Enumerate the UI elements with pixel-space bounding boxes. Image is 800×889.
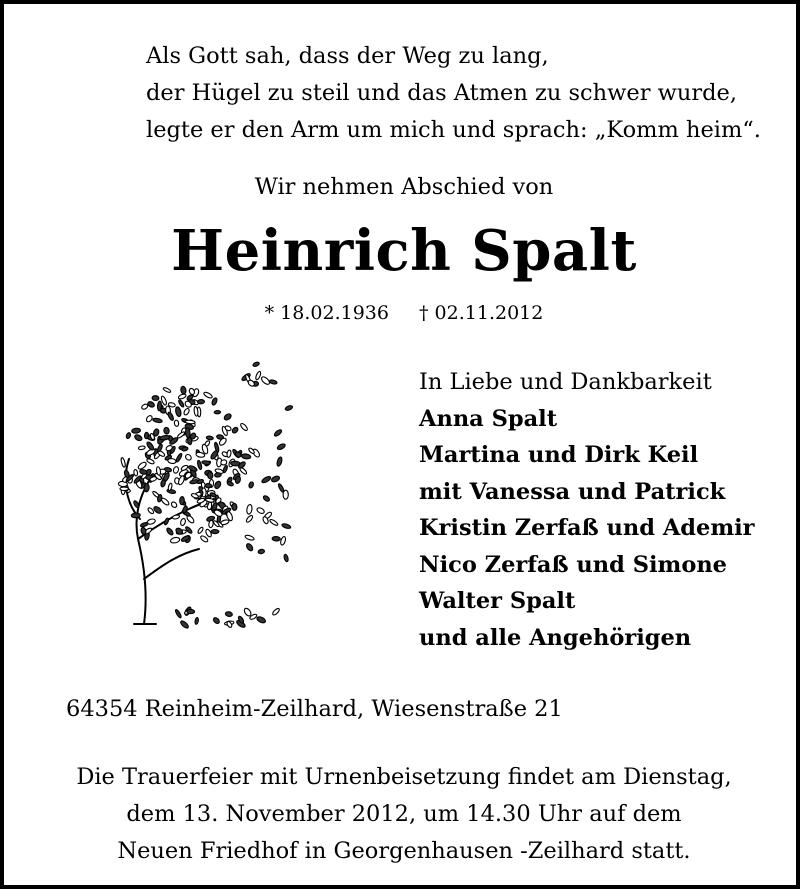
leaf (273, 429, 282, 438)
farewell-text: Wir nehmen Abschied von (254, 174, 554, 200)
leaf (153, 505, 163, 514)
leaf (140, 527, 146, 535)
leaf (144, 483, 150, 492)
leaf (180, 518, 187, 526)
leaf (203, 391, 213, 399)
leaf (207, 471, 213, 479)
leaf (285, 405, 294, 411)
leaf (144, 432, 148, 439)
leaf (146, 458, 155, 465)
leaf (188, 388, 195, 396)
service-line: Neuen Friedhof in Georgenhausen -Zeilhard statt. (117, 838, 691, 864)
leaf (269, 518, 279, 526)
service-line: Die Trauerfeier mit Urnenbeisetzung findet am Dienstag, (76, 764, 732, 790)
family-address: 64354 Reinheim-Zeilhard, Wiesenstraße 21 (66, 696, 563, 722)
poem-line: Als Gott sah, dass der Weg zu lang, (146, 43, 549, 69)
deceased-name: Heinrich Spalt (171, 218, 637, 284)
leaf (256, 507, 265, 515)
leaf (173, 466, 180, 474)
mourner-name: Anna Spalt (419, 405, 558, 432)
leaf (134, 434, 143, 442)
leaf (170, 537, 180, 544)
leaf (258, 549, 265, 554)
leaf (175, 406, 182, 417)
leaf (146, 441, 155, 451)
poem-line: der Hügel zu steil und das Atmen zu schwer wurde, (146, 80, 737, 106)
leaf (283, 490, 288, 499)
leaf (197, 399, 204, 403)
poem-line: legte er den Arm um mich und sprach: „Komm heim“. (146, 117, 761, 143)
mourners-block (419, 364, 755, 656)
leaf (246, 504, 252, 514)
leaf (120, 487, 129, 491)
leaf (172, 514, 180, 519)
leaf (185, 420, 195, 424)
leaf (212, 617, 220, 625)
service-details (4, 759, 800, 870)
leaf (245, 514, 253, 523)
leaf (214, 480, 222, 489)
leaf (206, 436, 213, 441)
leaf (152, 418, 162, 424)
death-date: † 02.11.2012 (419, 302, 544, 324)
leaf (166, 527, 174, 536)
leaf (120, 457, 126, 467)
leaf (126, 432, 132, 439)
leaf (252, 361, 259, 367)
leaf (164, 518, 170, 526)
leaf (248, 481, 254, 488)
leaf (163, 387, 172, 394)
leaf (145, 415, 153, 423)
leaf (245, 534, 255, 541)
service-line: dem 13. November 2012, um 14.30 Uhr auf dem (126, 801, 682, 827)
leaf (141, 403, 149, 410)
leaf (245, 543, 254, 552)
leaf (211, 397, 218, 406)
leaf (185, 428, 190, 438)
leaf (157, 401, 161, 411)
leaf (179, 496, 184, 504)
mourner-name: mit Vanessa und Patrick (419, 478, 726, 505)
leaf (188, 465, 198, 473)
leaf (231, 426, 239, 434)
leaf (180, 386, 186, 395)
leaf (222, 465, 228, 473)
leaf (283, 554, 289, 562)
leaf (163, 427, 169, 434)
wind-blown-tree-icon (104, 349, 294, 639)
leaf (269, 379, 277, 384)
leaf (187, 609, 195, 614)
leaf (276, 443, 286, 451)
leaf (205, 483, 212, 487)
mourners-intro: In Liebe und Dankbarkeit (419, 369, 712, 395)
leaf (214, 473, 221, 478)
mourner-name: Walter Spalt (419, 588, 576, 614)
leaf (248, 447, 255, 454)
leaf (152, 395, 159, 400)
leaf (272, 536, 280, 541)
mourner-name: Kristin Zerfaß und Ademir (419, 515, 755, 541)
leaf (211, 530, 219, 534)
leaf (255, 371, 262, 381)
leaf (232, 503, 238, 510)
leaf (170, 501, 177, 509)
leaf (261, 475, 272, 484)
mourner-name: Martina und Dirk Keil (419, 442, 699, 468)
leaf (175, 609, 183, 619)
mourner-name: und alle Angehörigen (419, 624, 692, 651)
leaf (281, 523, 291, 529)
leaf (223, 413, 232, 422)
leaf (214, 410, 221, 414)
leaf (241, 453, 251, 459)
leaf (160, 479, 166, 487)
leaf (240, 422, 249, 431)
leaf (280, 536, 287, 546)
leaf (178, 399, 185, 408)
mourner-name: Nico Zerfaß und Simone (419, 551, 728, 578)
leaf (153, 428, 160, 436)
leaf (140, 522, 149, 528)
leaf (272, 607, 281, 616)
leaf (174, 420, 179, 427)
leaf (133, 500, 140, 508)
leaf (226, 450, 231, 458)
leaf (184, 453, 192, 461)
leaf (195, 617, 199, 624)
leaf (138, 445, 145, 450)
birth-date: * 18.02.1936 (264, 302, 389, 324)
leaf (131, 513, 140, 518)
leaf (167, 411, 175, 421)
leaf (256, 616, 266, 625)
leaf (157, 444, 164, 453)
leaf (177, 475, 185, 485)
leaf (276, 457, 283, 467)
leaf (271, 475, 281, 483)
leaf (262, 495, 270, 503)
leaf (227, 481, 234, 487)
life-dates (4, 302, 800, 324)
leaf (183, 408, 190, 416)
leaf (131, 428, 140, 434)
leaf (225, 611, 233, 617)
leaf (139, 469, 147, 475)
poem (146, 38, 761, 149)
leaf (167, 458, 176, 464)
leaf (180, 620, 190, 630)
leaf (197, 526, 204, 534)
